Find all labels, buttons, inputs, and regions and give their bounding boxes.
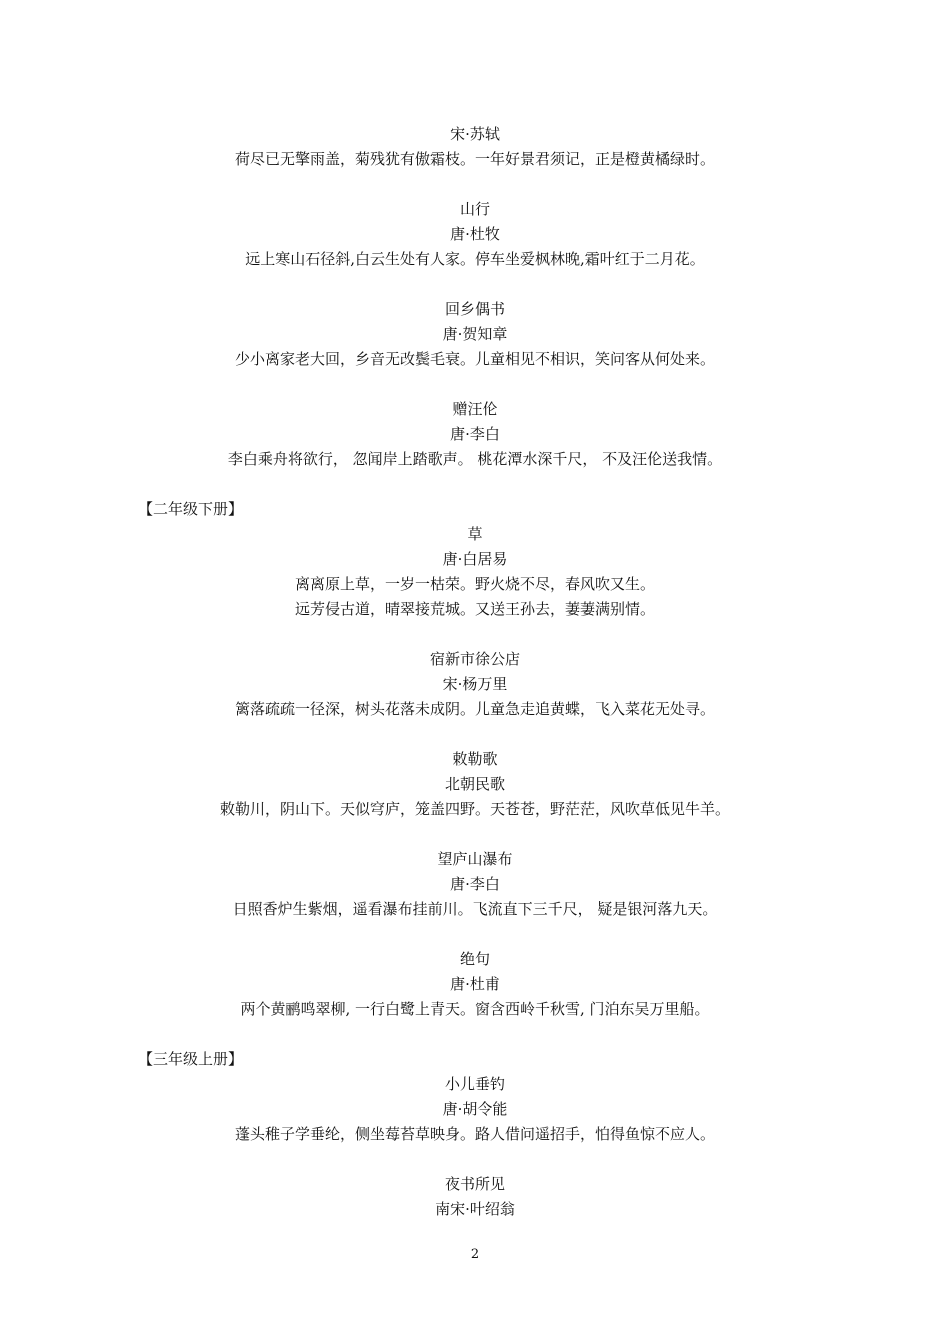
poem-author: 唐·杜甫 xyxy=(450,975,500,993)
poem xyxy=(138,747,812,822)
poem xyxy=(138,947,812,1022)
poem xyxy=(138,1072,812,1147)
poem xyxy=(138,397,812,472)
poem xyxy=(138,522,812,622)
poem xyxy=(138,122,812,172)
poem-line: 少小离家老大回，乡音无改鬓毛衰。儿童相见不相识，笑问客从何处来。 xyxy=(234,350,715,368)
poem xyxy=(138,197,812,272)
poem-title: 宿新市徐公店 xyxy=(429,650,520,668)
poem-title: 草 xyxy=(467,525,483,543)
poem-author: 唐·贺知章 xyxy=(442,325,508,343)
poem-title: 敕勒歌 xyxy=(452,750,498,768)
poem-author: 唐·杜牧 xyxy=(450,225,500,243)
poem-title: 小儿垂钓 xyxy=(444,1075,505,1093)
poem xyxy=(138,847,812,922)
page-number: 2 xyxy=(470,1247,480,1262)
poem-line: 日照香炉生紫烟，遥看瀑布挂前川。飞流直下三千尺， 疑是银河落九天。 xyxy=(232,900,718,918)
poem-author: 唐·胡令能 xyxy=(442,1100,508,1118)
poem-line: 远上寒山石径斜,白云生处有人家。停车坐爱枫林晚,霜叶红于二月花。 xyxy=(245,250,705,268)
poem-line: 远芳侵古道，晴翠接荒城。又送王孙去，萋萋满别情。 xyxy=(294,600,655,618)
poem-line: 篱落疏疏一径深，树头花落未成阴。儿童急走追黄蝶，飞入菜花无处寻。 xyxy=(234,700,715,718)
poem-title: 赠汪伦 xyxy=(452,400,498,418)
poem-title: 绝句 xyxy=(459,950,490,968)
poem-line: 离离原上草，一岁一枯荣。野火烧不尽，春风吹又生。 xyxy=(294,575,655,593)
poem-title: 夜书所见 xyxy=(444,1175,505,1193)
poem-author: 唐·白居易 xyxy=(442,550,508,568)
poem xyxy=(138,647,812,722)
poem-title: 回乡偶书 xyxy=(444,300,505,318)
section-heading-grade3-up: 【三年级上册】 xyxy=(138,1050,244,1068)
poem-line: 两个黄鹂鸣翠柳, 一行白鹭上青天。窗含西岭千秋雪, 门泊东吴万里船。 xyxy=(240,1000,710,1018)
poem-author: 唐·李白 xyxy=(450,875,500,893)
poem xyxy=(138,297,812,372)
poem xyxy=(138,1172,812,1222)
poem-line: 李白乘舟将欲行， 忽闻岸上踏歌声。 桃花潭水深千尺， 不及汪伦送我情。 xyxy=(227,450,723,468)
poem-author: 宋·苏轼 xyxy=(450,125,500,143)
poem-author: 唐·李白 xyxy=(450,425,500,443)
poem-author: 南宋·叶绍翁 xyxy=(435,1200,515,1218)
poem-title: 望庐山瀑布 xyxy=(437,850,513,868)
poem-line: 敕勒川，阴山下。天似穹庐，笼盖四野。天苍苍，野茫茫，风吹草低见牛羊。 xyxy=(219,800,730,818)
section-heading-grade2-down: 【二年级下册】 xyxy=(138,500,244,518)
poem-line: 蓬头稚子学垂纶，侧坐莓苔草映身。路人借问遥招手，怕得鱼惊不应人。 xyxy=(234,1125,715,1143)
poem-title: 山行 xyxy=(459,200,490,218)
poem-line: 荷尽已无擎雨盖，菊残犹有傲霜枝。一年好景君须记，正是橙黄橘绿时。 xyxy=(234,150,715,168)
poem-author: 北朝民歌 xyxy=(444,775,505,793)
document-content xyxy=(138,122,812,1222)
poem-author: 宋·杨万里 xyxy=(442,675,508,693)
